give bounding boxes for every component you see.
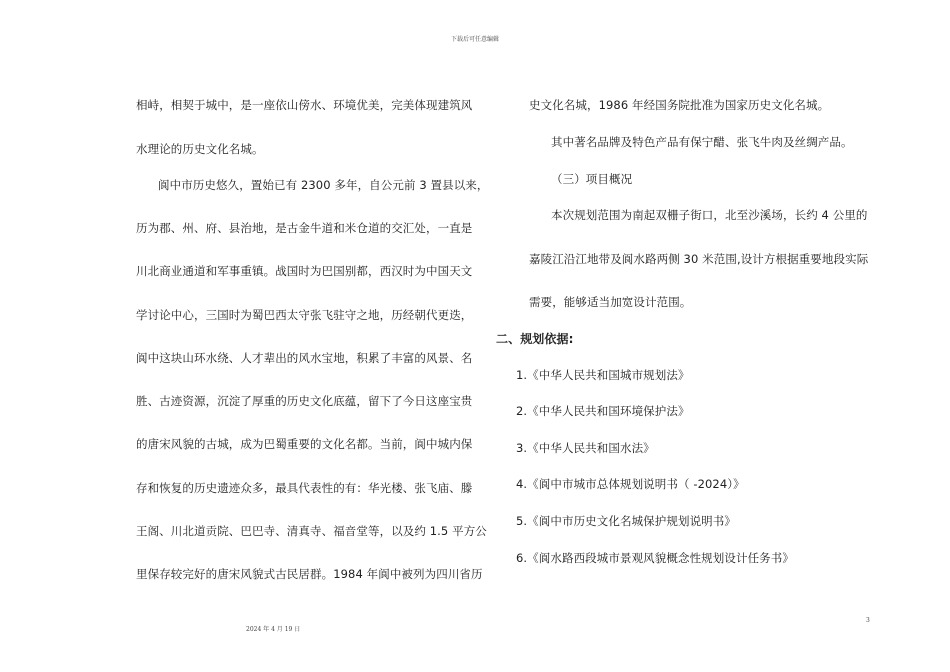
body-text-line: 的唐宋风貌的古城，成为巴蜀重要的文化名都。当前，阆中城内保: [136, 437, 473, 451]
subsection-heading: （三）项目概况: [551, 172, 633, 186]
reference-item: 3.《中华人民共和国水法》: [516, 441, 655, 455]
body-text-line: 相峙，相契于城中，是一座依山傍水、环境优美，完美体现建筑风: [136, 98, 473, 112]
reference-item: 5.《阆中市历史文化名城保护规划说明书》: [516, 514, 736, 528]
body-text-line: 需要，能够适当加宽设计范围。: [529, 295, 692, 309]
body-text-line: 胜、古迹资源，沉淀了厚重的历史文化底蕴，留下了今日这座宝贵: [136, 394, 473, 408]
footer-date: 2024 年 4 月 19 日: [246, 626, 301, 633]
section-heading: 二、规划依据:: [496, 332, 574, 346]
body-text-line: 其中著名品牌及特色产品有保宁醋、张飞牛肉及丝绸产品。: [551, 135, 853, 149]
body-text-line: 川北商业通道和军事重镇。战国时为巴国别都，西汉时为中国天文: [136, 264, 473, 278]
reference-item: 1.《中华人民共和国城市规划法》: [516, 368, 690, 382]
body-text-line: 里保存较完好的唐宋风貌式古民居群。1984 年阆中被列为四川省历: [136, 567, 483, 581]
body-text-line: 历为郡、州、府、县治地，是古金牛道和米仓道的交汇处，一直是: [136, 221, 473, 235]
body-text-line: 学讨论中心，三国时为蜀巴西太守张飞驻守之地，历经朝代更迭，: [136, 308, 473, 322]
reference-item: 4.《阆中市城市总体规划说明书（ -2024）》: [516, 477, 745, 491]
body-text-line: 史文化名城，1986 年经国务院批准为国家历史文化名城。: [529, 98, 830, 112]
reference-item: 6.《阆水路西段城市景观风貌概念性规划设计任务书》: [516, 551, 794, 565]
body-text-line: 阆中市历史悠久，置始已有 2300 多年，自公元前 3 置县以来，: [158, 178, 489, 192]
page-number: 3: [866, 617, 870, 624]
reference-item: 2.《中华人民共和国环境保护法》: [516, 404, 690, 418]
body-text-line: 存和恢复的历史遗迹众多，最具代表性的有：华光楼、张飞庙、滕: [136, 481, 473, 495]
body-text-line: 嘉陵江沿江地带及阆水路两侧 30 米范围,设计方根据重要地段实际: [529, 252, 869, 266]
body-text-line: 水理论的历史文化名城。: [136, 142, 264, 156]
body-text-line: 王阁、川北道贡院、巴巴寺、清真寺、福音堂等，以及约 1.5 平方公: [136, 524, 487, 538]
body-text-line: 阆中这块山环水绕、人才辈出的风水宝地，积累了丰富的风景、名: [136, 351, 473, 365]
body-text-line: 本次规划范围为南起双栅子街口，北至沙溪场，长约 4 公里的: [551, 208, 868, 222]
header-note: 下载后可任意编辑: [450, 36, 499, 43]
